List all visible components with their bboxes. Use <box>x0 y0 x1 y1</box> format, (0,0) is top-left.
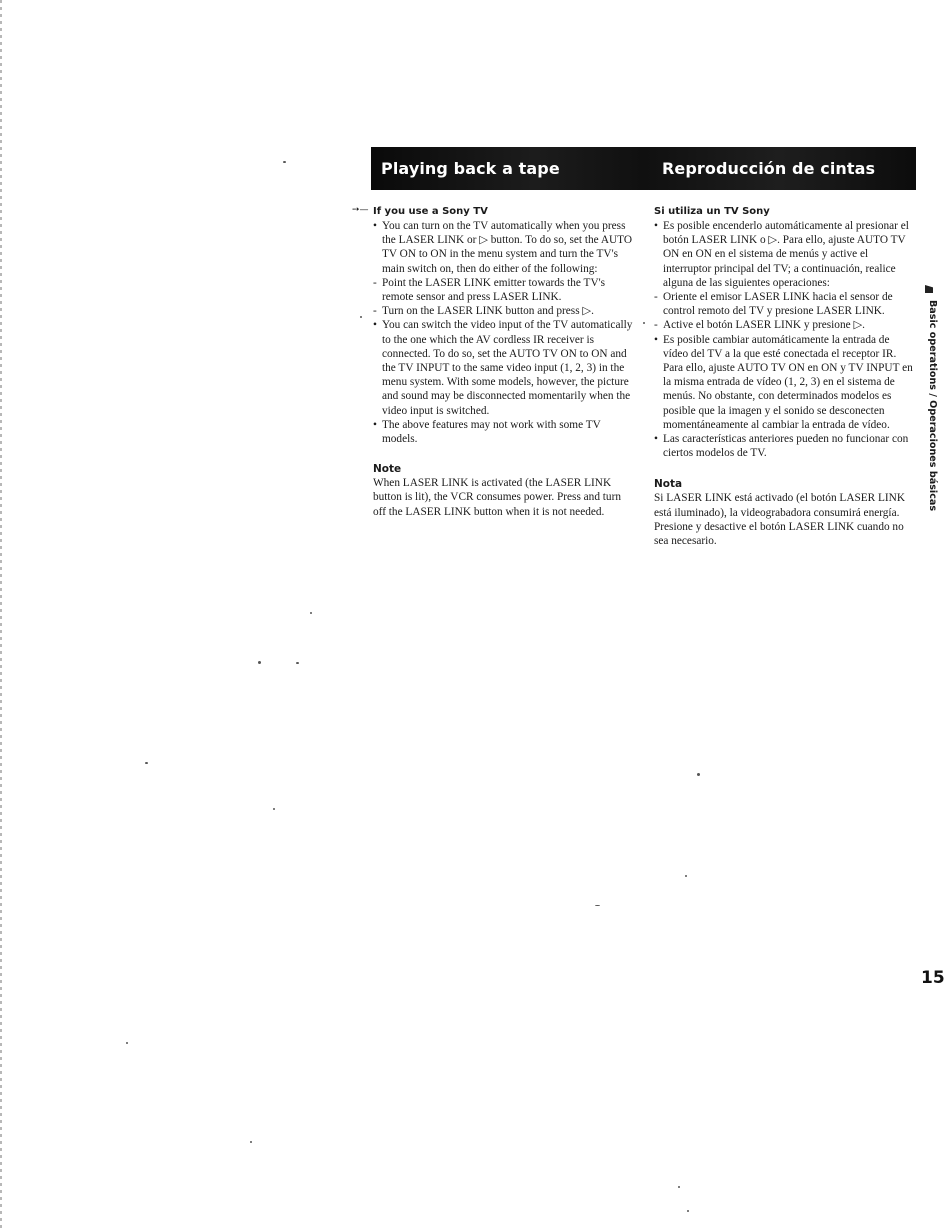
section-title-spanish: Reproducción de cintas <box>662 159 876 178</box>
section-title-english: Playing back a tape <box>381 159 560 178</box>
pointer-arrow-icon: ➙— <box>352 205 369 215</box>
spanish-column <box>654 205 916 548</box>
list-item: • You can switch the video input of the TV automatically to the one which the AV cordless IR receiver is connected. To do so, set the AUTO TV ON to ON and the TV INPUT to the same video input (1, 2, 3) in the menu system. With some models, however, the picture and sound may be disconnected momentarily when the video input is switched. <box>373 319 633 417</box>
list-item: • The above features may not work with some TV models. <box>373 418 601 446</box>
subheading-spanish: Si utiliza un TV Sony <box>654 206 770 217</box>
list-item: - Active el botón LASER LINK y presione ▷. <box>654 319 865 332</box>
subheading-english: If you use a Sony TV <box>373 206 488 217</box>
note-heading-spanish: Nota <box>654 478 683 491</box>
english-column <box>373 205 635 519</box>
list-item: - Oriente el emisor LASER LINK hacia el sensor de control remoto del TV y presione LASER LINK. <box>654 291 893 318</box>
english-item-list <box>373 219 635 446</box>
section-header-bar <box>371 147 916 190</box>
thumb-tab-icon <box>925 285 933 293</box>
page-number: 15 <box>921 968 945 988</box>
note-text-english: When LASER LINK is activated (the LASER LINK button is lit), the VCR consumes power. Press and turn off the LASER LINK button when it is not needed. <box>373 477 621 518</box>
list-item: • Es posible cambiar automáticamente la entrada de vídeo del TV a la que esté conectada el receptor IR. Para ello, ajuste AUTO TV ON en ON y TV INPUT en la misma entrada de vídeo (1, 2, 3) en el sistema de menús. No obstante, con determinados modelos es posible que la imagen y el sonido se desconecten momentáneamente al cambiar la entrada de vídeo. <box>654 333 913 431</box>
note-heading-english: Note <box>373 463 402 476</box>
list-item: • Las características anteriores pueden no funcionar con ciertos modelos de TV. <box>654 433 909 460</box>
note-text-spanish: Si LASER LINK está activado (el botón LASER LINK está iluminado), la videograbadora consumirá energía. Presione y desactive el botón LASER LINK cuando no sea necesario. <box>654 492 906 548</box>
list-item: • Es posible encenderlo automáticamente al presionar el botón LASER LINK o ▷. Para ello, ajuste AUTO TV ON en ON en el sistema de menús y active el interruptor principal del TV; a continuación, realice alguna de las siguientes operaciones: <box>654 220 909 289</box>
spanish-item-list <box>654 219 916 460</box>
scan-edge <box>0 0 2 1228</box>
side-section-label: Basic operations / Operaciones básicas <box>927 300 938 512</box>
list-item: - Point the LASER LINK emitter towards the TV's remote sensor and press LASER LINK. <box>373 276 606 304</box>
list-item: - Turn on the LASER LINK button and press ▷. <box>373 305 594 318</box>
list-item: • You can turn on the TV automatically when you press the LASER LINK or ▷ button. To do so, set the AUTO TV ON to ON in the menu system and turn the TV's main switch on, then do either of the following: <box>373 220 633 275</box>
